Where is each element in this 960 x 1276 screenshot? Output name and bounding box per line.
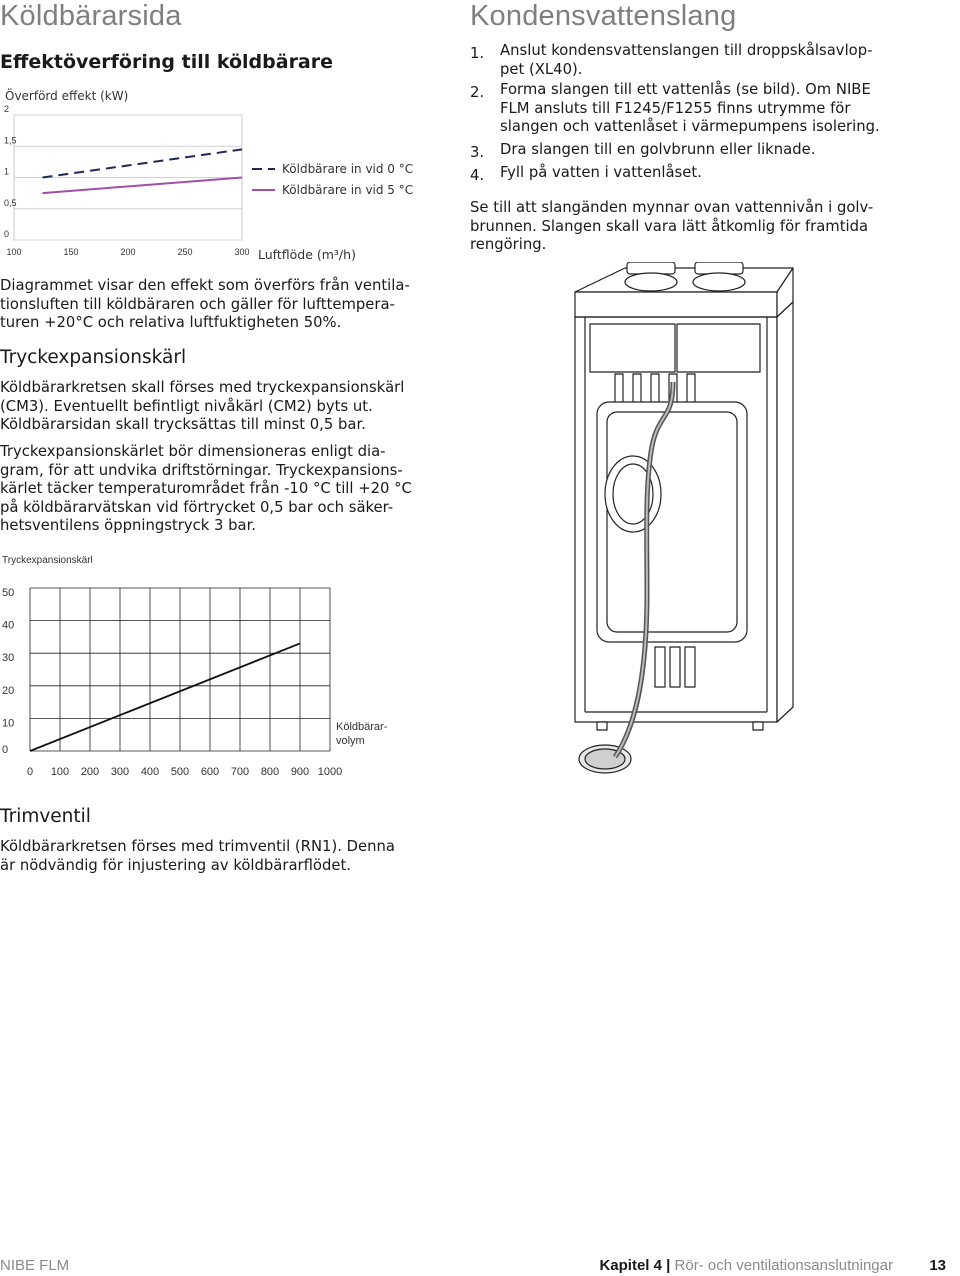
text-line: brunnen. Slangen skall vara lätt åtkomlig för framtida	[470, 217, 869, 235]
list-item	[470, 164, 950, 183]
chart1-y-tick-label: 1	[4, 166, 10, 177]
unit-top-front	[575, 292, 777, 317]
chart2-x-tick-label: 500	[170, 766, 190, 778]
step-number: 1.	[470, 45, 485, 62]
text-line: rengöring.	[470, 236, 547, 254]
trimventil-paragraph	[0, 838, 440, 875]
chart2-x-tick-label: 800	[260, 766, 280, 778]
duct-opening-right	[693, 273, 745, 291]
text-line: gram, för att undvika driftstörningar. Tryckexpansions-	[0, 461, 403, 479]
chart1-series-line	[43, 178, 243, 194]
chart2-x-tick-label: 0	[26, 766, 34, 778]
chart1-series-line	[43, 149, 243, 177]
section-title-effekt: Effektöverföring till köldbärare	[0, 51, 334, 73]
text-line: Anslut kondensvattenslangen till droppskålsavlop-	[500, 42, 873, 59]
heat-pump-unit-illustration	[555, 262, 805, 777]
duct-opening-left	[625, 273, 677, 291]
instruction-list	[470, 42, 950, 182]
text-line: slangen och vattenlåset i värmepumpens isolering.	[500, 118, 880, 136]
step-number: 4.	[470, 166, 485, 184]
chart2-y-tick-label: 50	[2, 587, 15, 599]
chart1-x-tick-label: 100	[6, 247, 22, 257]
expansion-vessel-chart	[0, 548, 420, 788]
tryckexpansion-paragraph-1	[0, 379, 440, 435]
text-line: är nödvändig för injustering av köldbärarflödet.	[0, 856, 351, 874]
chart1-y-tick-label: 0	[4, 229, 10, 239]
text-line: Köldbärarkretsen skall förses med tryckexpansionskärl	[0, 379, 405, 396]
footer-chapter-info	[599, 1257, 946, 1274]
chart1-x-tick-label: 300	[234, 247, 250, 257]
text-line: på köldbärarvätskan vid förtrycket 0,5 bar och säker-	[0, 498, 394, 516]
text-line: pet (XL40).	[500, 60, 583, 78]
text-line: (CM3). Eventuellt befintligt nivåkärl (CM2) byts ut.	[0, 397, 373, 415]
unit-top-face	[575, 268, 793, 292]
step-number: 2.	[470, 84, 485, 102]
chart1-y-tick-label: 1,5	[4, 135, 17, 146]
chart1-description	[0, 277, 430, 333]
chart2-x-tick-label: 200	[80, 766, 100, 778]
footer-page-number: 13	[929, 1257, 946, 1274]
text-line: FLM ansluts till F1245/F1255 finns utrymme för	[500, 99, 851, 117]
chart1-y-axis-label: Överförd effekt (kW)	[5, 89, 129, 103]
chart2-x-tick-label: 400	[140, 766, 160, 778]
chart1-legend-label: Köldbärare in vid 0 °C	[282, 162, 414, 176]
footer-product: NIBE FLM	[0, 1257, 70, 1274]
text-line: Tryckexpansionskärlet bör dimensioneras enligt dia-	[0, 443, 386, 460]
chart2-x-tick-label: 100	[50, 766, 70, 778]
chart2-x-tick-label: 900	[290, 766, 310, 778]
note-paragraph	[470, 199, 950, 255]
list-item	[470, 81, 950, 137]
section-title-trimventil: Trimventil	[0, 806, 91, 827]
chart2-series-line	[30, 643, 300, 751]
text-line: Se till att slangänden mynnar ovan vattennivån i golv-	[470, 199, 874, 216]
chart2-x-axis-label: volym	[336, 735, 365, 747]
chart1-x-axis-label: Luftflöde (m³/h)	[258, 247, 356, 262]
text-line: Forma slangen till ett vattenlås (se bild). Om NIBE	[500, 81, 871, 99]
unit-side-panel	[777, 302, 793, 722]
chart2-x-tick-label: 700	[230, 766, 250, 778]
power-transfer-chart	[0, 80, 420, 270]
chart1-legend-label: Köldbärare in vid 5 °C	[282, 183, 414, 197]
text-line: Fyll på vatten i vattenlåset.	[500, 163, 702, 181]
text-line: Köldbärarkretsen förses med trimventil (RN1). Denna	[0, 838, 395, 855]
chart2-y-axis-label: Tryckexpansionskärl	[2, 555, 93, 566]
chart2-x-axis-label: Köldbärar-	[336, 721, 388, 733]
chart2-y-tick-label: 30	[2, 652, 15, 665]
footer-chapter: Kapitel 4	[599, 1257, 662, 1274]
page-title: Köldbärarsida	[0, 0, 182, 32]
chart1-x-tick-label: 200	[120, 247, 136, 257]
chart1-y-tick-label: 2	[4, 104, 10, 114]
footer-separator: |	[666, 1257, 671, 1274]
tryckexpansion-paragraph-2	[0, 443, 440, 536]
list-item	[470, 42, 950, 79]
chart2-y-tick-label: 40	[2, 619, 15, 632]
text-line: hetsventilens öppningstryck 3 bar.	[0, 517, 257, 535]
chart2-y-tick-label: 0	[2, 744, 9, 756]
text-line: kärlet täcker temperaturområdet från -10 °C till +20 °C	[0, 480, 412, 498]
chart2-x-tick-label: 600	[200, 766, 220, 778]
footer-section: Rör- och ventilationsanslutningar	[674, 1257, 893, 1274]
list-item	[470, 141, 950, 160]
section-title-tryckexpansion: Tryckexpansionskärl	[0, 347, 187, 368]
text-line: Diagrammet visar den effekt som överförs från ventila-	[0, 277, 410, 294]
chart2-x-tick-label: 300	[110, 766, 130, 778]
text-line: tionsluften till köldbäraren och gäller för lufttempera-	[0, 295, 395, 313]
chart1-x-tick-label: 250	[177, 247, 193, 257]
chart2-y-tick-label: 20	[2, 684, 15, 697]
step-number: 3.	[470, 143, 485, 161]
chart1-x-tick-label: 150	[63, 247, 79, 257]
chart2-x-tick-label: 1000	[317, 766, 343, 778]
chart2-y-tick-label: 10	[2, 717, 15, 730]
section-title-kondensvattenslang: Kondensvattenslang	[470, 0, 737, 32]
text-line: turen +20°C och relativa luftfuktigheten 50%.	[0, 314, 342, 332]
chart1-y-tick-label: 0,5	[4, 197, 17, 208]
text-line: Dra slangen till en golvbrunn eller liknade.	[500, 140, 816, 158]
text-line: Köldbärarsidan skall trycksättas till minst 0,5 bar.	[0, 416, 366, 434]
